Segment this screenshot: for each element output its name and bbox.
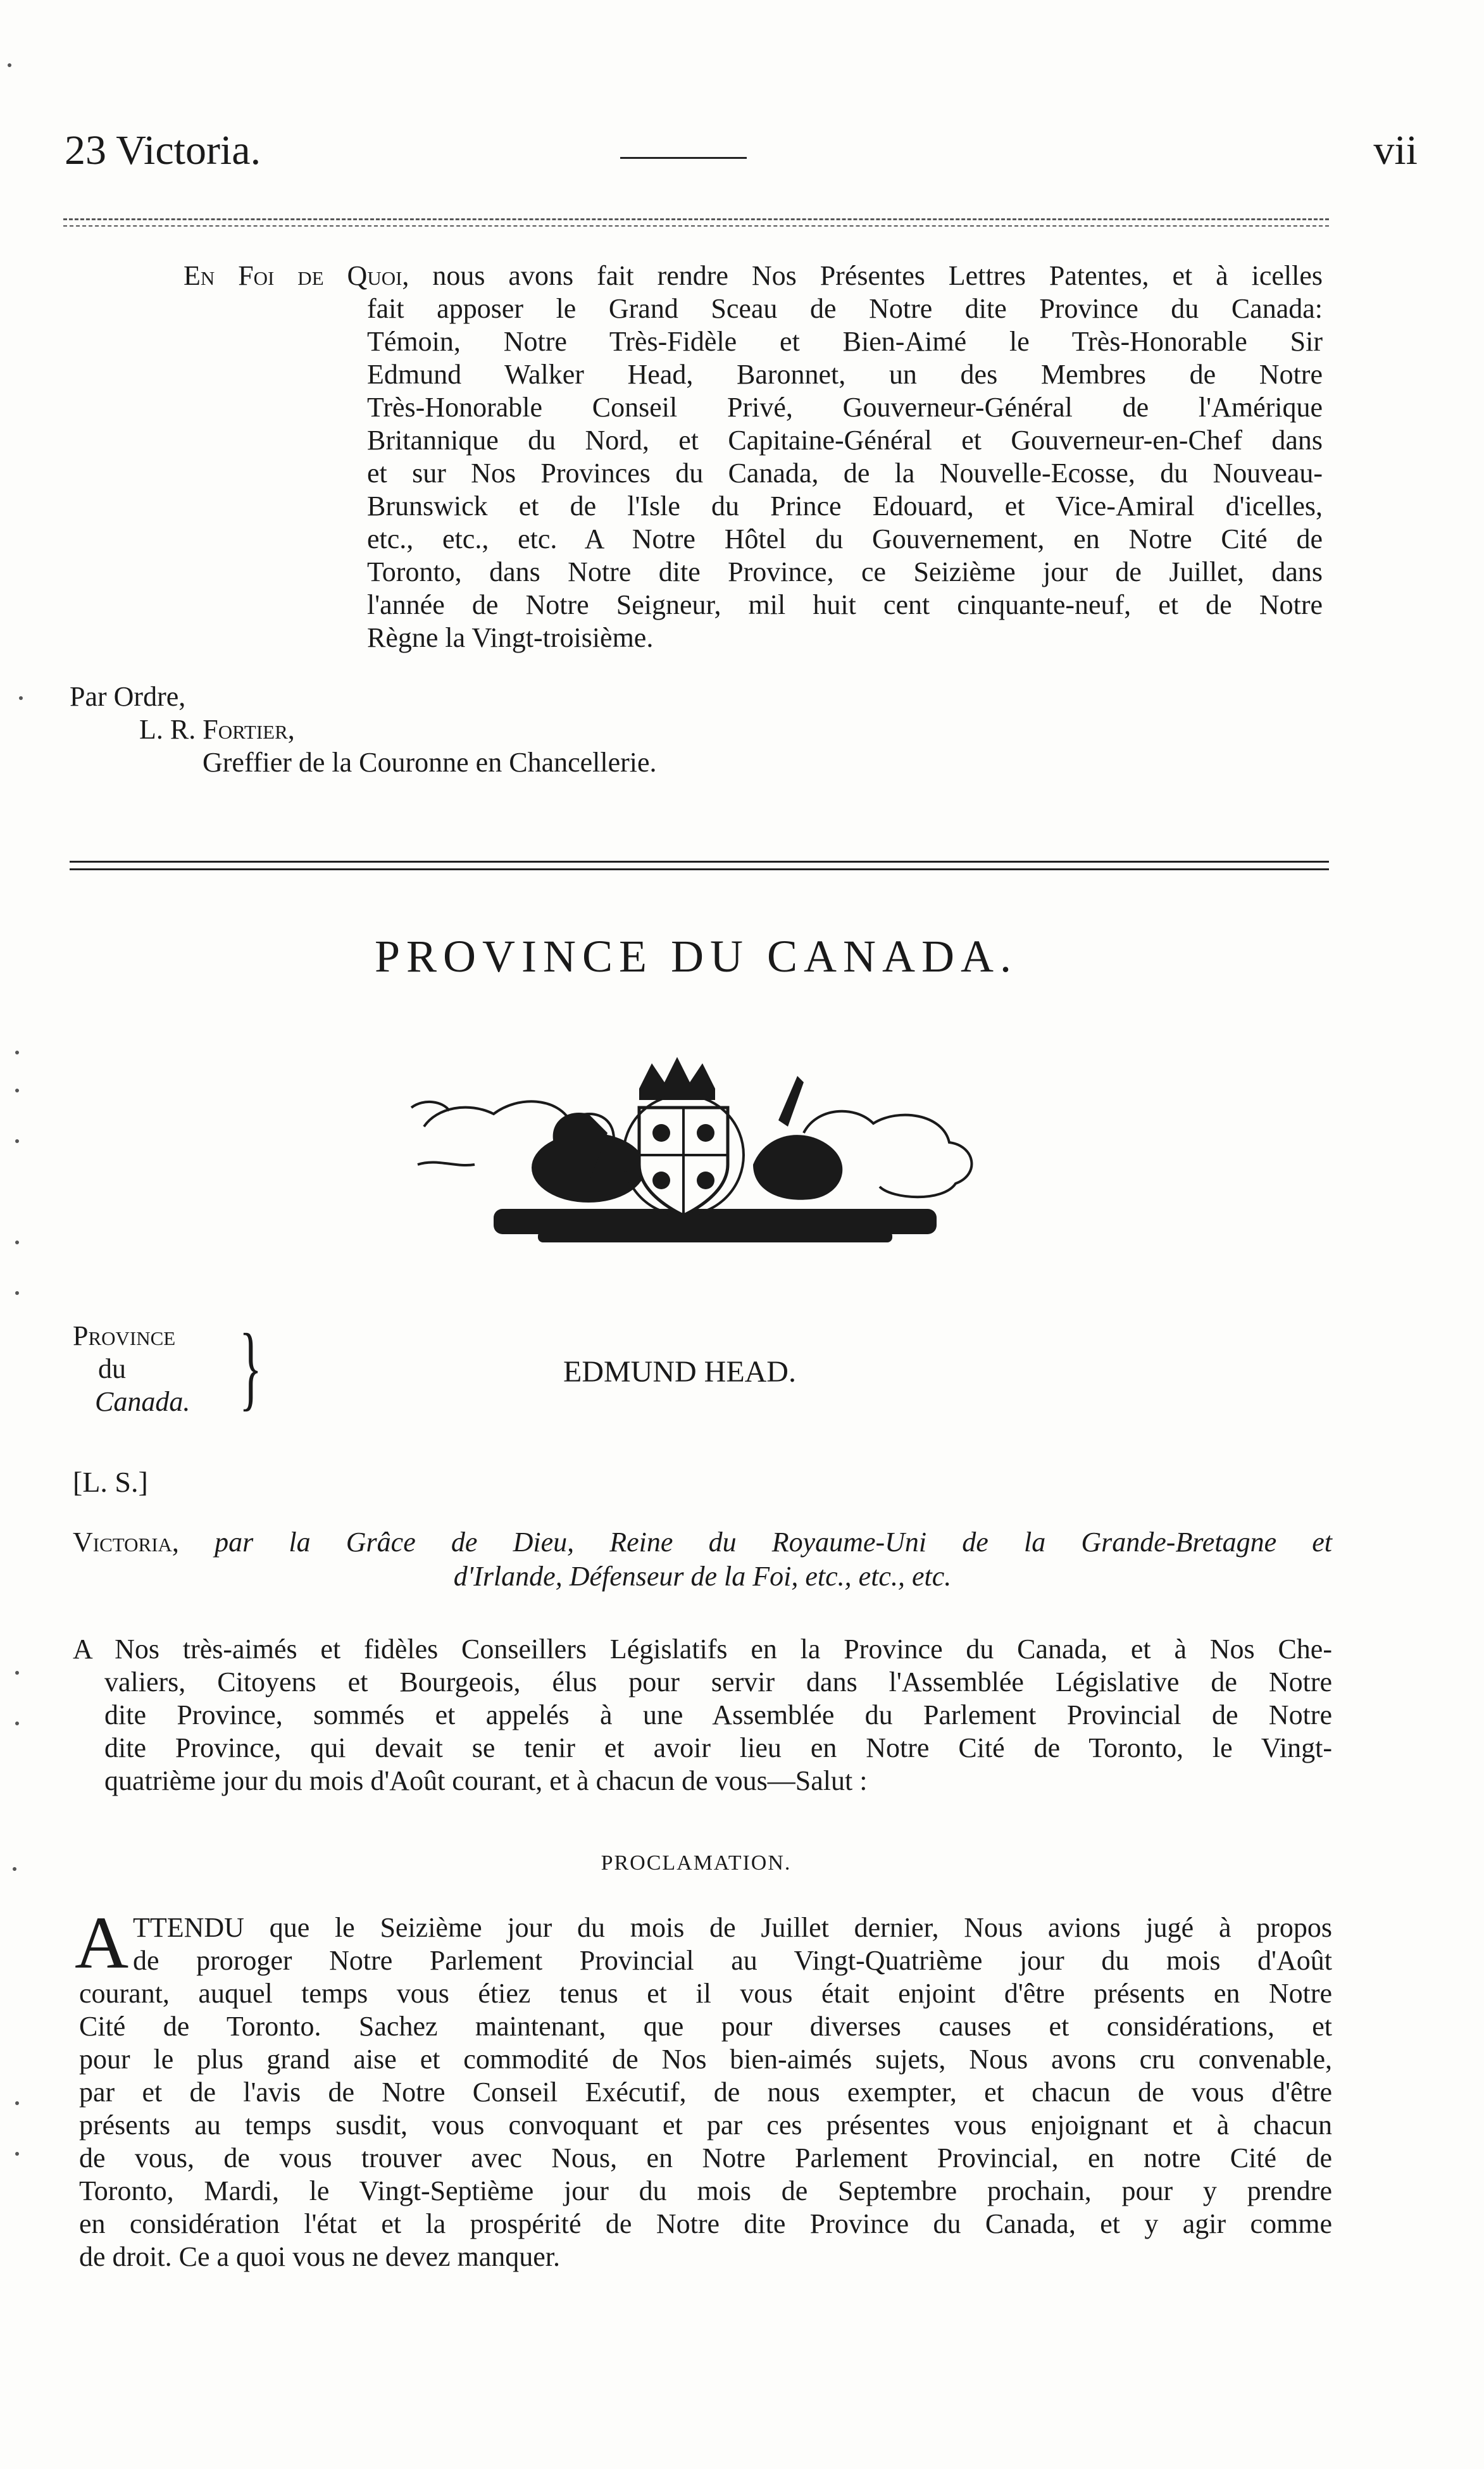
signatory-office: Greffier de la Couronne en Chancellerie. [203,747,657,778]
victoria-name: Victoria, [73,1527,179,1558]
signature-block [70,680,892,779]
witness-line: fait apposer le Grand Sceau de Notre dite Province du Canada: [367,293,1323,324]
witness-clause [184,259,1323,292]
proclamation-line: Toronto, Mardi, le Vingt-Septième jour du mois de Septembre prochain, pour y prendre [79,2175,1332,2206]
scan-speck [15,2152,19,2156]
scan-speck [15,1291,19,1295]
brace-glyph: } [239,1315,262,1420]
witness-line: etc., etc., etc. A Notre Hôtel du Gouvernement, en Notre Cité de [367,523,1323,554]
proclamation-line: de vous, de vous trouver avec Nous, en Notre Parlement Provincial, en notre Cité de [79,2142,1332,2173]
scan-speck [13,1867,16,1871]
governor-name: EDMUND HEAD. [563,1355,796,1389]
proclamation-line: TTENDU que le Seizième jour du mois de Juillet dernier, Nous avions jugé à propos [133,1912,1332,1943]
province-du-label: du [98,1353,126,1384]
proclamation-line: présents au temps susdit, vous convoquant et par ces présentes vous enjoignant et à chacun [79,2110,1332,2141]
royal-style [73,1525,1332,1594]
proclamation-line: en considération l'état et la prospérité de Notre dite Province du Canada, et y agir comme [79,2208,1332,2239]
address-line: dite Province, sommés et appelés à une Assemblée du Parlement Provincial de Notre [104,1699,1332,1730]
witness-body [367,292,1323,654]
section-rule-bottom [70,868,1329,870]
witness-line: Règne la Vingt-troisième. [367,622,654,653]
scan-speck [15,1139,19,1143]
scan-speck [15,1241,19,1244]
par-ordre: Par Ordre, [70,681,186,712]
witness-line: Britannique du Nord, et Capitaine-Général et Gouverneur-en-Chef dans [367,425,1323,456]
witness-line: Brunswick et de l'Isle du Prince Edouard, et Vice-Amiral d'icelles, [367,491,1323,522]
address-line: dite Province, qui devait se tenir et avoir lieu en Notre Cité de Toronto, le Vingt- [104,1732,1332,1763]
header-divider-bottom [63,225,1329,227]
scan-speck [15,2101,19,2105]
proclamation-body-indented [133,1911,1332,1977]
address-paragraph-body [104,1666,1332,1797]
witness-line: Edmund Walker Head, Baronnet, un des Membres de Notre [367,359,1323,390]
witness-lead: En Foi de Quoi, [184,260,409,291]
witness-line: Très-Honorable Conseil Privé, Gouverneur-Général de l'Amérique [367,392,1323,423]
proclamation-line: par et de l'avis de Notre Conseil Exécutif, de nous exempter, et chacun de vous d'être [79,2077,1332,2108]
scan-speck [8,63,11,67]
drop-cap: A [75,1901,129,1984]
section-rule-top [70,861,1329,863]
royal-style-line: Victoria, par la Grâce de Dieu, Reine du Royaume-Uni de la Grande-Bretagne et [73,1527,1333,1558]
address-line: valiers, Citoyens et Bourgeois, élus pour servir dans l'Assemblée Législative de Notre [104,1666,1332,1697]
witness-line: Témoin, Notre Très-Fidèle et Bien-Aimé le Très-Honorable Sir [367,326,1323,357]
proclamation-line: de proroger Notre Parlement Provincial au Vingt-Quatrième jour du mois d'Août [133,1945,1332,1976]
proclamation-line: Cité de Toronto. Sachez maintenant, que pour diverses causes et considérations, et [79,2011,1332,2042]
province-margin-label [73,1315,288,1420]
header-center-rule [620,157,747,159]
proclamation-line: pour le plus grand aise et commodité de Nos bien-aimés sujets, Nous avons cru convenable, [79,2044,1332,2075]
witness-line: l'année de Notre Seigneur, mil huit cent cinquante-neuf, et de Notre [367,589,1323,620]
page-title: PROVINCE DU CANADA. [374,931,1018,982]
header-volume: 23 Victoria. [65,127,261,173]
address-line: quatrième jour du mois d'Août courant, et à chacun de vous—Salut : [104,1765,868,1796]
running-header [51,127,1418,177]
address-paragraph [73,1633,1332,1666]
witness-line: et sur Nos Provinces du Canada, de la Nouvelle-Ecosse, du Nouveau- [367,458,1323,489]
witness-line: En Foi de Quoi, nous avons fait rendre Nos Présentes Lettres Patentes, et à icelles [184,260,1323,291]
scan-speck [15,1089,19,1092]
scan-speck [15,1051,19,1054]
scan-speck [19,696,23,700]
seal-mark: [L. S.] [73,1466,148,1498]
address-line: A Nos très-aimés et fidèles Conseillers Législatifs en la Province du Canada, et à Nos Che- [73,1634,1332,1665]
royal-coat-of-arms [399,1038,1019,1253]
scan-speck [15,1722,19,1725]
header-page-number: vii [1373,127,1418,173]
proclamation-line: de droit. Ce a quoi vous ne devez manquer. [79,2241,561,2272]
proclamation-body [79,1977,1332,2273]
scan-speck [15,1671,19,1675]
proclamation-line: courant, auquel temps vous étiez tenus et il vous était enjoint d'être présents en Notre [79,1978,1332,2009]
witness-line: Toronto, dans Notre dite Province, ce Seizième jour de Juillet, dans [367,556,1323,587]
province-canada-label: Canada. [95,1386,190,1417]
province-label: Province [73,1320,176,1351]
signatory-name: L. R. Fortier, [139,714,295,745]
header-divider-top [63,218,1329,220]
proclamation-heading: PROCLAMATION. [601,1851,792,1875]
royal-style-line: d'Irlande, Défenseur de la Foi, etc., etc., etc. [453,1561,952,1592]
